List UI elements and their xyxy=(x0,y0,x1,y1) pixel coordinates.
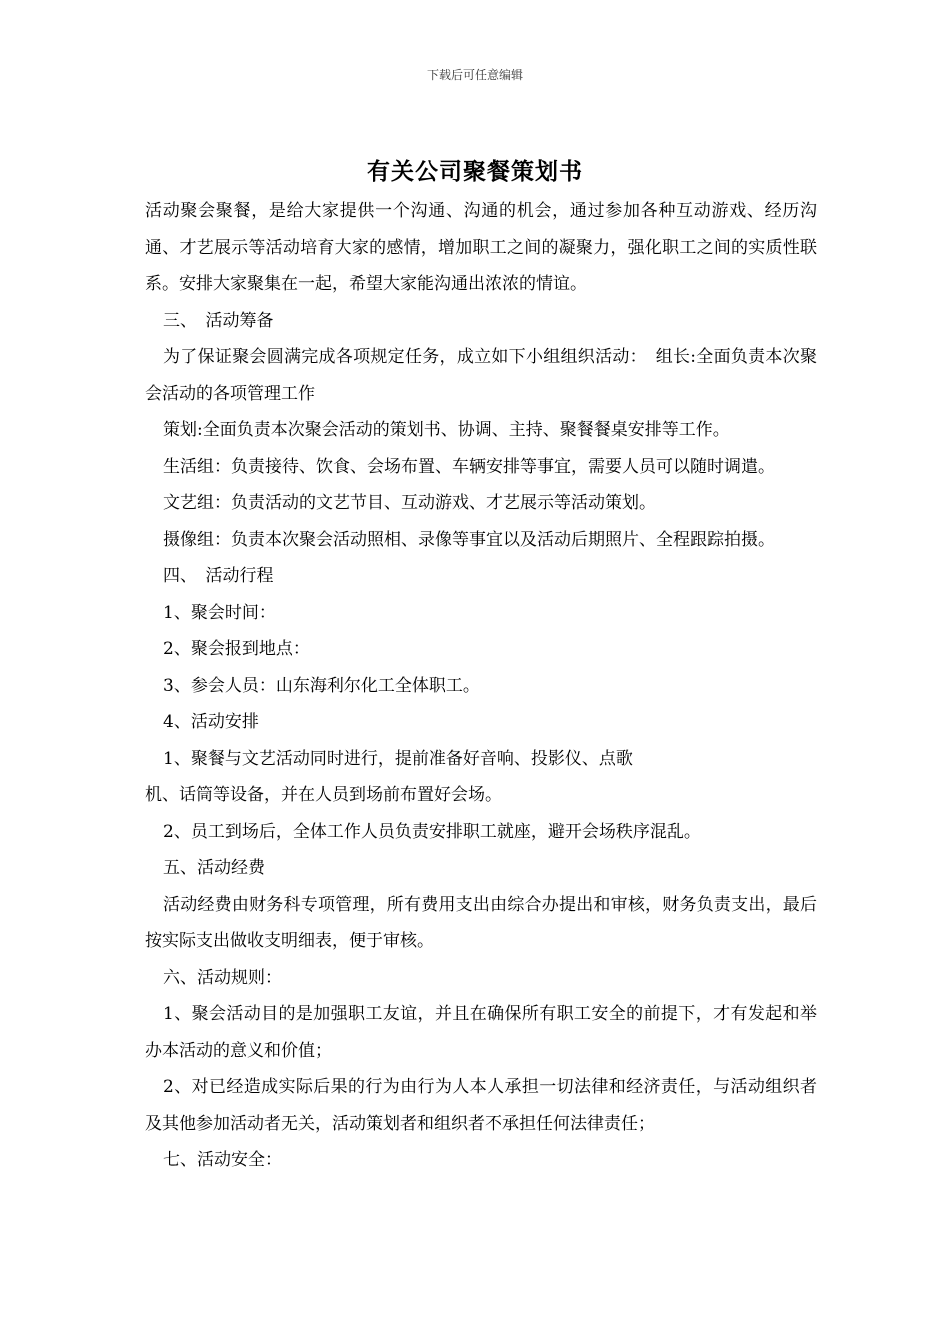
rule-item-1: 1、聚会活动目的是加强职工友谊，并且在确保所有职工安全的前提下，才有发起和举办本活动的意义和价值； xyxy=(145,1004,817,1061)
arrangement-step-1-continued: 机、话筒等设备，并在人员到场前布置好会场。 xyxy=(145,785,502,805)
document-title: 有关公司聚餐策划书 xyxy=(367,158,583,185)
section-heading-safety: 七、活动安全： xyxy=(163,1150,282,1170)
intro-paragraph: 活动聚会聚餐，是给大家提供一个沟通、沟通的机会，通过参加各种互动游戏、经历沟通、才艺展示等活动培育大家的感情，增加职工之间的凝聚力，强化职工之间的实质性联系。安排大家聚集在一起，希望大家能沟通出浓浓的情谊。 xyxy=(145,201,817,294)
list-item-time: 1、聚会时间： xyxy=(163,602,276,623)
paragraph-photo-group: 摄像组：负责本次聚会活动照相、录像等事宜以及活动后期照片、全程跟踪拍摄。 xyxy=(163,529,775,550)
paragraph-arts-group: 文艺组：负责活动的文艺节目、互动游戏、才艺展示等活动策划。 xyxy=(163,493,656,513)
header-note: 下载后可任意编辑 xyxy=(426,68,523,82)
paragraph-planning: 策划:全面负责本次聚会活动的策划书、协调、主持、聚餐餐桌安排等工作。 xyxy=(163,420,730,440)
section-heading-preparation: 三、 活动筹备 xyxy=(163,310,274,331)
list-item-arrangement: 4、活动安排 xyxy=(163,712,259,732)
arrangement-step-1: 1、聚餐与文艺活动同时进行，提前准备好音响、投影仪、点歌 xyxy=(163,748,633,769)
document-body xyxy=(145,193,817,1179)
rule-item-2: 2、对已经造成实际后果的行为由行为人本人承担一切法律和经济责任，与活动组织者及其他参加活动者无关，活动策划者和组织者不承担任何法律责任； xyxy=(145,1077,817,1134)
paragraph-logistics-group: 生活组：负责接待、饮食、会场布置、车辆安排等事宜，需要人员可以随时调遣。 xyxy=(163,456,775,477)
arrangement-step-2: 2、员工到场后，全体工作人员负责安排职工就座，避开会场秩序混乱。 xyxy=(163,821,701,842)
section-heading-rules: 六、活动规则： xyxy=(163,967,282,988)
paragraph-organization: 为了保证聚会圆满完成各项规定任务，成立如下小组组织活动： 组长:全面负责本次聚会活动的各项管理工作 xyxy=(145,347,817,404)
list-item-attendees: 3、参会人员：山东海利尔化工全体职工。 xyxy=(163,675,480,696)
section-heading-budget: 五、活动经费 xyxy=(163,858,265,878)
paragraph-budget: 活动经费由财务科专项管理，所有费用支出由综合办提出和审核，财务负责支出，最后按实际支出做收支明细表，便于审核。 xyxy=(145,894,817,951)
section-heading-schedule: 四、 活动行程 xyxy=(163,566,274,586)
list-item-location: 2、聚会报到地点： xyxy=(163,639,310,659)
